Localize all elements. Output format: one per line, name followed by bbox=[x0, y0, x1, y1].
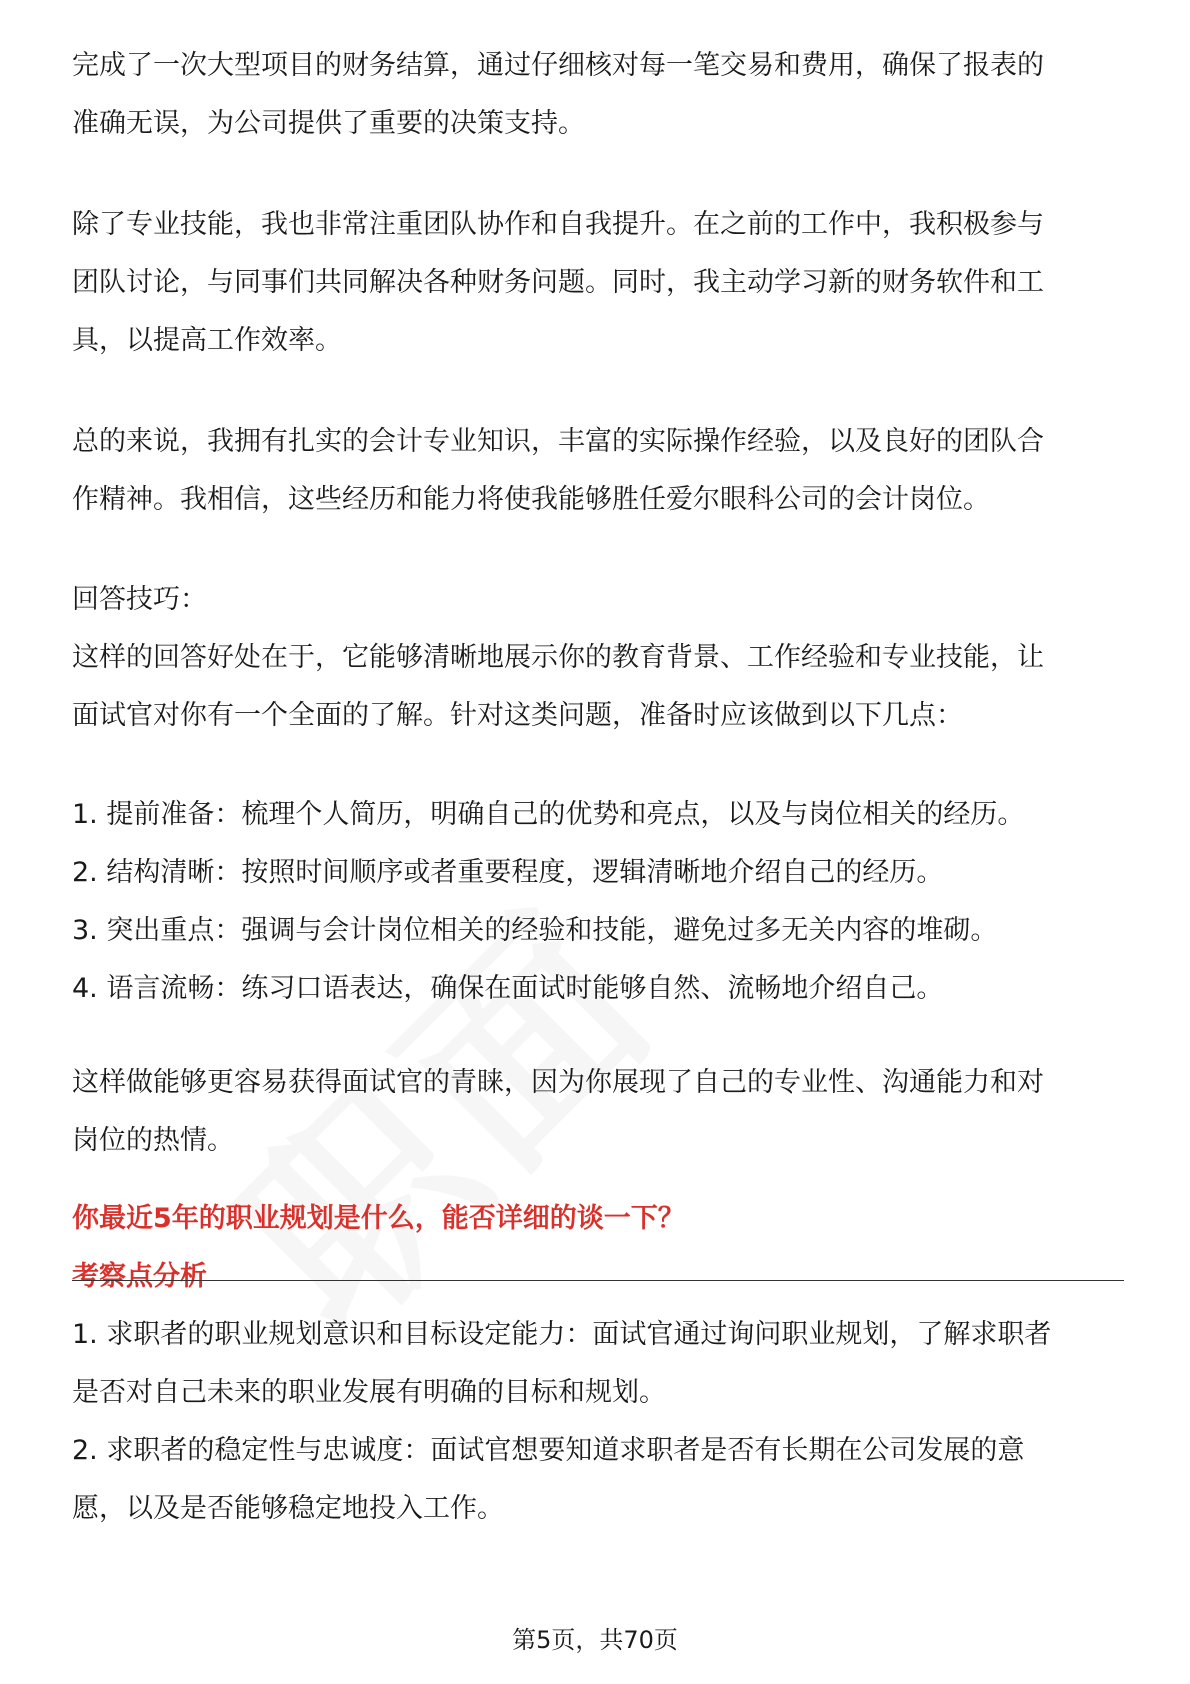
analysis-point: 愿，以及是否能够稳定地投入工作。 bbox=[72, 1493, 504, 1524]
answer-paragraph-3 bbox=[72, 413, 1124, 529]
text-line: 这样做能够更容易获得面试官的青睐，因为你展现了自己的专业性、沟通能力和对 bbox=[72, 1067, 1044, 1098]
text-line: 作精神。我相信，这些经历和能力将使我能够胜任爱尔眼科公司的会计岗位。 bbox=[72, 484, 990, 515]
text-line: 这样的回答好处在于，它能够清晰地展示你的教育背景、工作经验和专业技能，让 bbox=[72, 642, 1044, 673]
text-line: 准确无误，为公司提供了重要的决策支持。 bbox=[72, 108, 585, 139]
answer-paragraph-1 bbox=[72, 37, 1124, 153]
text-line: 团队讨论，与同事们共同解决各种财务问题。同时，我主动学习新的财务软件和工 bbox=[72, 267, 1044, 298]
text-line: 总的来说，我拥有扎实的会计专业知识，丰富的实际操作经验，以及良好的团队合 bbox=[72, 426, 1044, 457]
text-line: 具，以提高工作效率。 bbox=[72, 325, 342, 356]
list-item: 1. 提前准备：梳理个人简历，明确自己的优势和亮点，以及与岗位相关的经历。 bbox=[72, 799, 1025, 830]
text-line: 完成了一次大型项目的财务结算，通过仔细核对每一笔交易和费用，确保了报表的 bbox=[72, 50, 1044, 81]
tips-heading: 回答技巧： bbox=[72, 584, 207, 615]
analysis-heading: 考察点分析 bbox=[72, 1261, 207, 1292]
text-line: 面试官对你有一个全面的了解。针对这类问题，准备时应该做到以下几点： bbox=[72, 700, 963, 731]
answer-paragraph-2 bbox=[72, 196, 1124, 370]
text-line: 除了专业技能，我也非常注重团队协作和自我提升。在之前的工作中，我积极参与 bbox=[72, 209, 1044, 240]
text-line: 岗位的热情。 bbox=[72, 1125, 234, 1156]
list-item: 4. 语言流畅：练习口语表达，确保在面试时能够自然、流畅地介绍自己。 bbox=[72, 973, 944, 1004]
analysis-point: 2. 求职者的稳定性与忠诚度：面试官想要知道求职者是否有长期在公司发展的意 bbox=[72, 1435, 1025, 1466]
conclusion-paragraph bbox=[72, 1054, 1124, 1170]
list-item: 3. 突出重点：强调与会计岗位相关的经验和技能，避免过多无关内容的堆砌。 bbox=[72, 915, 998, 946]
analysis-point: 是否对自己未来的职业发展有明确的目标和规划。 bbox=[72, 1377, 666, 1408]
question-title: 你最近5年的职业规划是什么，能否详细的谈一下？ bbox=[72, 1203, 685, 1234]
question-section bbox=[72, 1190, 1124, 1538]
section-divider bbox=[72, 1280, 1124, 1281]
list-item: 2. 结构清晰：按照时间顺序或者重要程度，逻辑清晰地介绍自己的经历。 bbox=[72, 857, 944, 888]
tips-list bbox=[72, 786, 1124, 1018]
answer-tips bbox=[72, 571, 1124, 745]
page-number: 第5页，共70页 bbox=[512, 1626, 678, 1654]
analysis-point: 1. 求职者的职业规划意识和目标设定能力：面试官通过询问职业规划，了解求职者 bbox=[72, 1319, 1052, 1350]
